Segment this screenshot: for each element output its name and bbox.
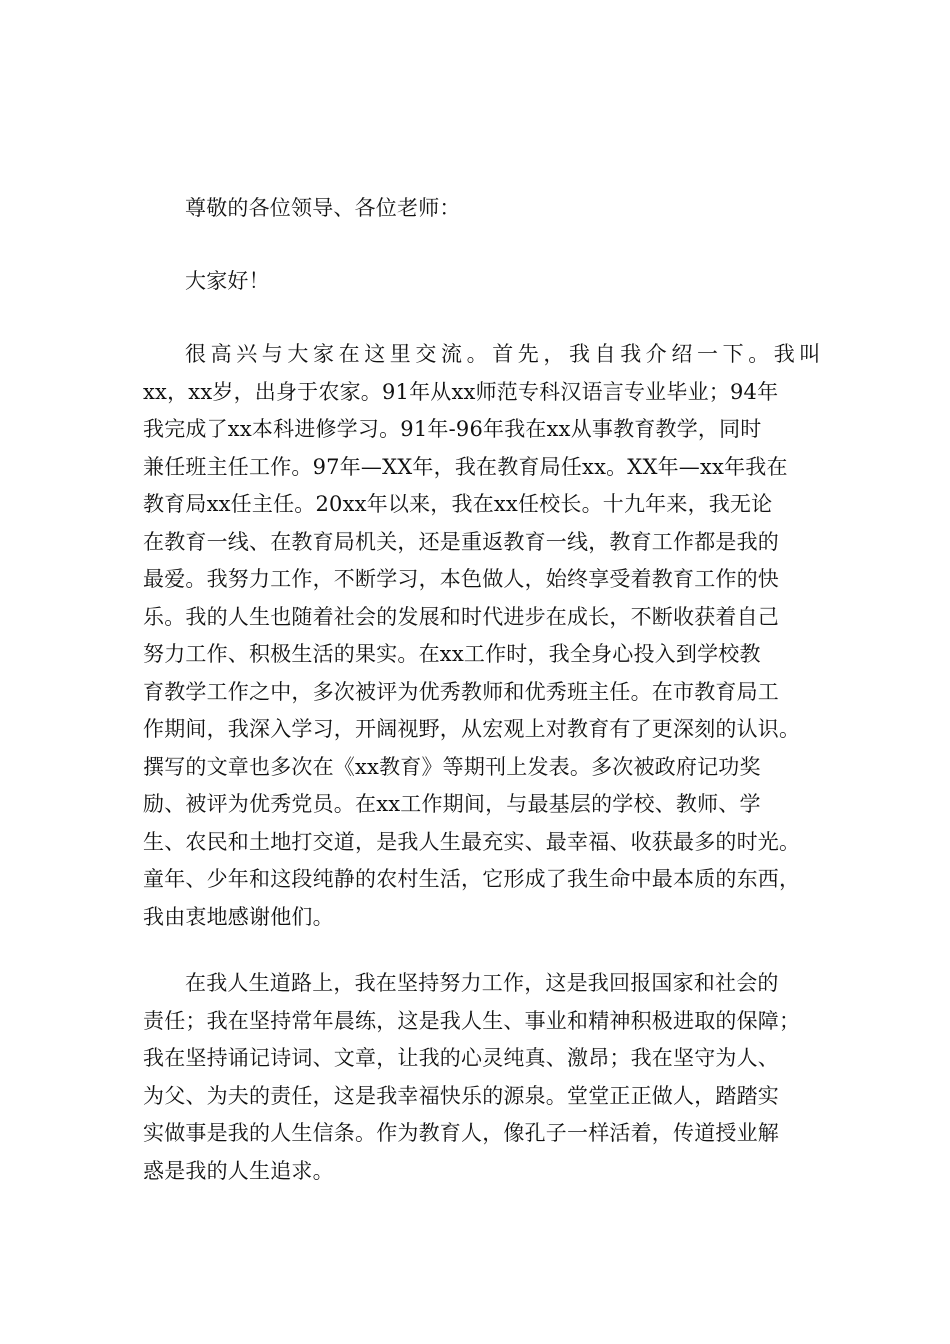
paragraph-line: 我由衷地感谢他们。	[143, 904, 334, 929]
paragraph-line: 很高兴与大家在这里交流。首先，我自我介绍一下。我叫	[185, 342, 825, 366]
paragraph-line: 育教学工作之中，多次被评为优秀教师和优秀班主任。在市教育局工	[143, 679, 779, 704]
paragraph-line: 作期间，我深入学习，开阔视野，从宏观上对教育有了更深刻的认识。	[143, 717, 801, 741]
paragraph-line: 在教育一线、在教育局机关，还是重返教育一线，教育工作都是我的	[143, 529, 779, 554]
paragraph-line: 童年、少年和这段纯静的农村生活，它形成了我生命中最本质的东西，	[143, 867, 801, 891]
paragraph-introduction	[143, 336, 825, 936]
paragraph-line: 我完成了xx本科进修学习。91年-96年我在xx从事教育教学，同时	[143, 417, 762, 441]
paragraph-line: 乐。我的人生也随着社会的发展和时代进步在成长，不断收获着自己	[143, 604, 779, 629]
paragraph-line: 惑是我的人生追求。	[143, 1158, 334, 1183]
paragraph-line: 在我人生道路上，我在坚持努力工作，这是我回报国家和社会的	[185, 971, 779, 995]
paragraph-line: 励、被评为优秀党员。在xx工作期间，与最基层的学校、教师、学	[143, 792, 761, 816]
paragraph-line: 努力工作、积极生活的果实。在xx工作时，我全身心投入到学校教	[143, 642, 761, 666]
paragraph-line: xx，xx岁，出身于农家。91年从xx师范专科汉语言专业毕业；94年	[143, 379, 779, 404]
greeting-text: 大家好！	[185, 269, 270, 293]
paragraph-line: 生、农民和土地打交道，是我人生最充实、最幸福、收获最多的时光。	[143, 829, 801, 854]
paragraph-line: 兼任班主任工作。97年—XX年，我在教育局任xx。XX年—xx年我在	[143, 454, 788, 479]
paragraph-line: 为父、为夫的责任，这是我幸福快乐的源泉。堂堂正正做人，踏踏实	[143, 1083, 779, 1108]
salutation-text: 尊敬的各位领导、各位老师：	[185, 196, 461, 220]
greeting	[143, 263, 815, 301]
paragraph-line: 教育局xx任主任。20xx年以来，我在xx任校长。十九年来，我无论	[143, 492, 773, 516]
paragraph-life-path	[143, 965, 815, 1190]
paragraph-line: 责任；我在坚持常年晨练，这是我人生、事业和精神积极进取的保障；	[143, 1008, 801, 1033]
salutation	[143, 190, 815, 228]
paragraph-line: 实做事是我的人生信条。作为教育人，像孔子一样活着，传道授业解	[143, 1121, 779, 1145]
paragraph-line: 我在坚持诵记诗词、文章，让我的心灵纯真、激昂；我在坚守为人、	[143, 1046, 779, 1070]
paragraph-line: 最爱。我努力工作，不断学习，本色做人，始终享受着教育工作的快	[143, 567, 779, 591]
paragraph-line: 撰写的文章也多次在《xx教育》等期刊上发表。多次被政府记功奖	[143, 754, 761, 779]
